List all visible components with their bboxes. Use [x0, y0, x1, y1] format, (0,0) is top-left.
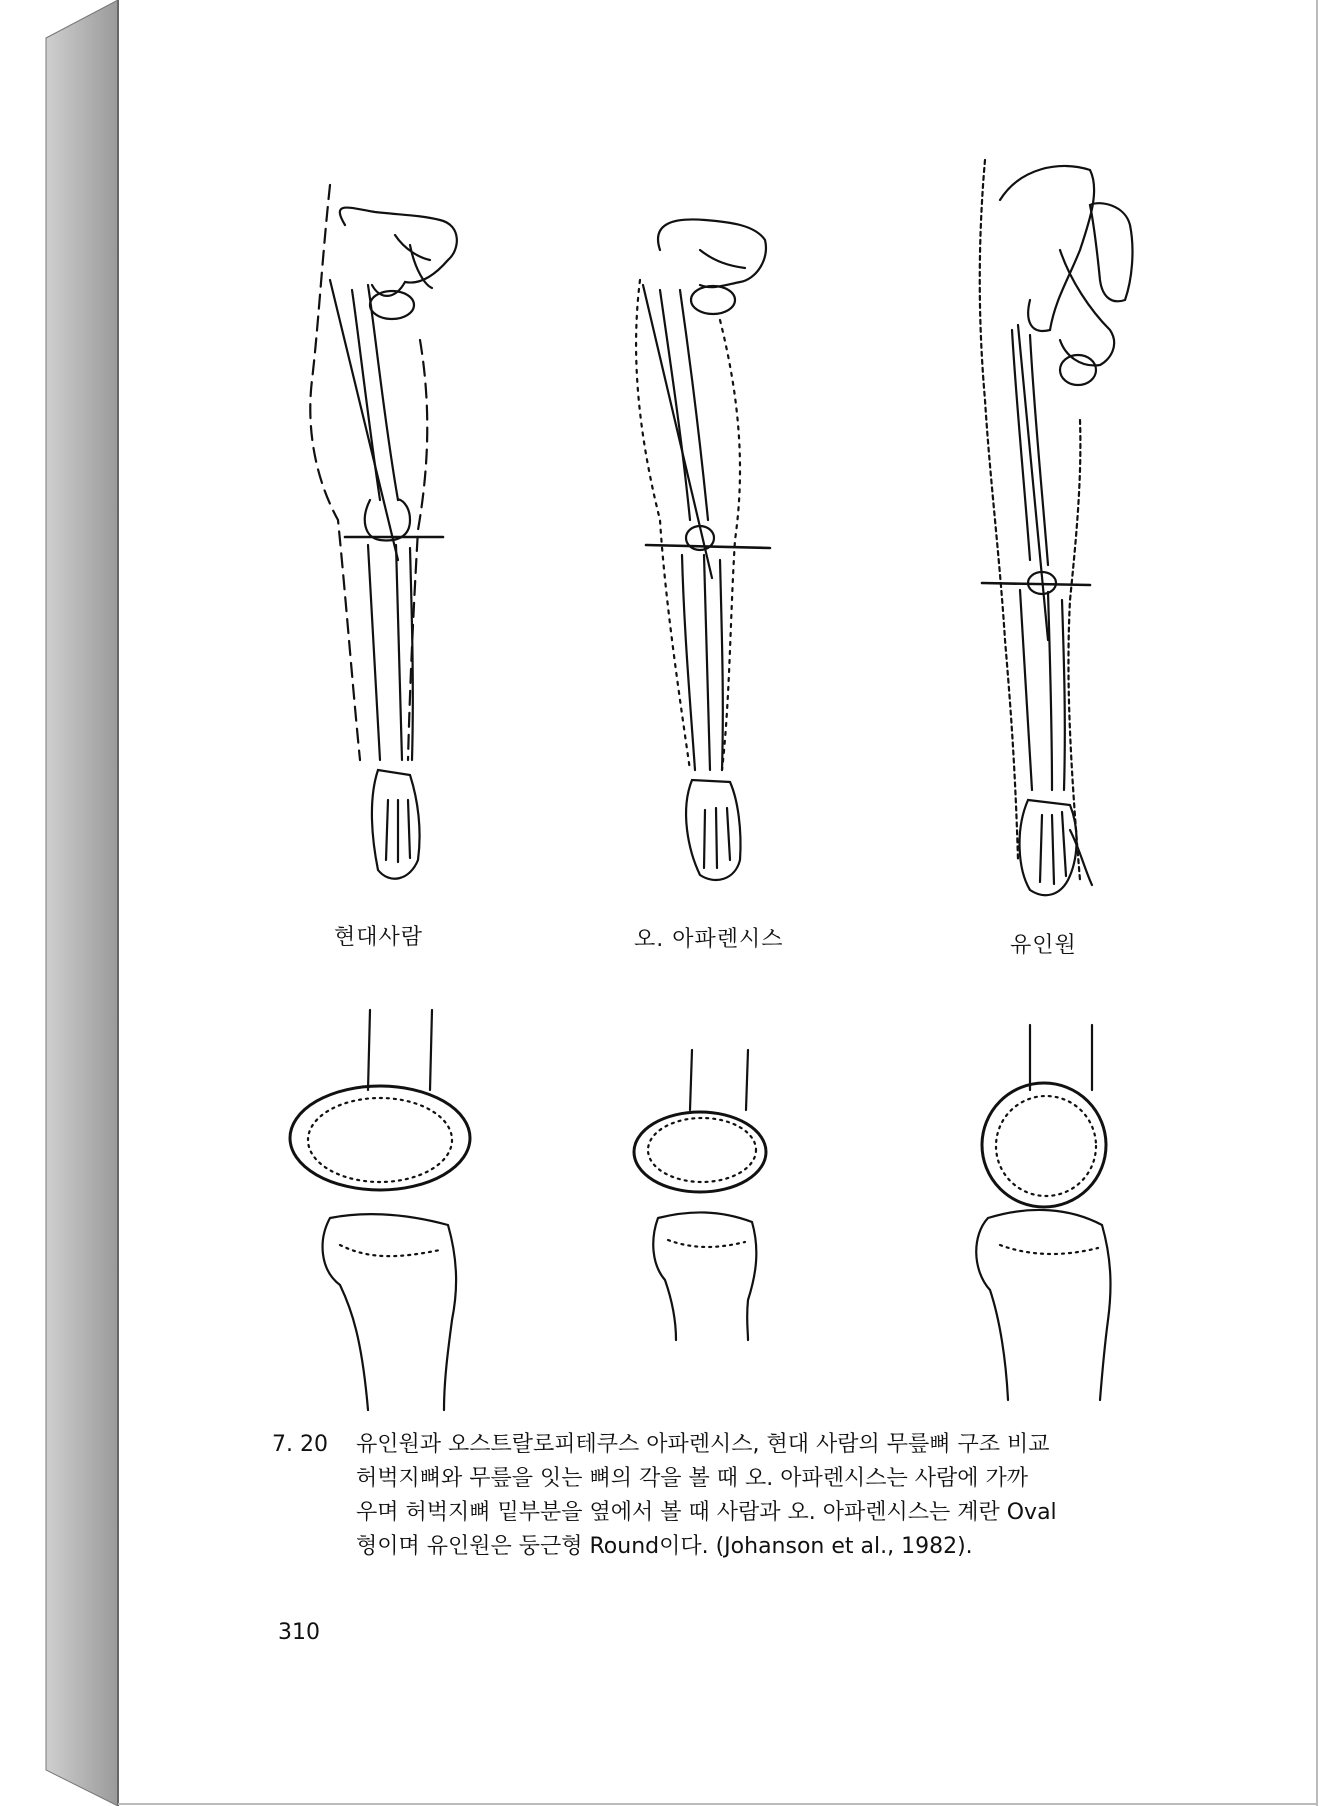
caption-line: 유인원과 오스트랄로피테쿠스 아파렌시스, 현대 사람의 무릎뼈 구조 비교	[356, 1432, 1050, 1457]
figure-number: 7. 20	[272, 1432, 328, 1457]
afarensis-label: 오. 아파렌시스	[634, 927, 784, 952]
ape-label: 유인원	[1010, 933, 1077, 958]
modern-human-label: 현대사람	[334, 925, 424, 950]
modern-human-leg-drawing	[310, 185, 457, 879]
ape-leg-drawing	[980, 160, 1133, 895]
modern-human-knee-drawing	[290, 1010, 470, 1410]
caption-line: 허벅지뼈와 무릎을 잇는 뼈의 각을 볼 때 오. 아파렌시스는 사람에 가까	[356, 1466, 1028, 1491]
page-number: 310	[278, 1620, 320, 1645]
caption-line: 우며 허벅지뼈 밑부분을 옆에서 볼 때 사람과 오. 아파렌시스는 계란 Oval	[356, 1500, 1057, 1525]
caption-line: 형이며 유인원은 둥근형 Round이다. (Johanson et al., 1982).	[356, 1534, 973, 1559]
caption-text	[356, 1428, 1176, 1564]
afarensis-leg-drawing	[636, 219, 770, 880]
ape-knee-drawing	[976, 1025, 1110, 1400]
afarensis-knee-drawing	[634, 1050, 766, 1340]
